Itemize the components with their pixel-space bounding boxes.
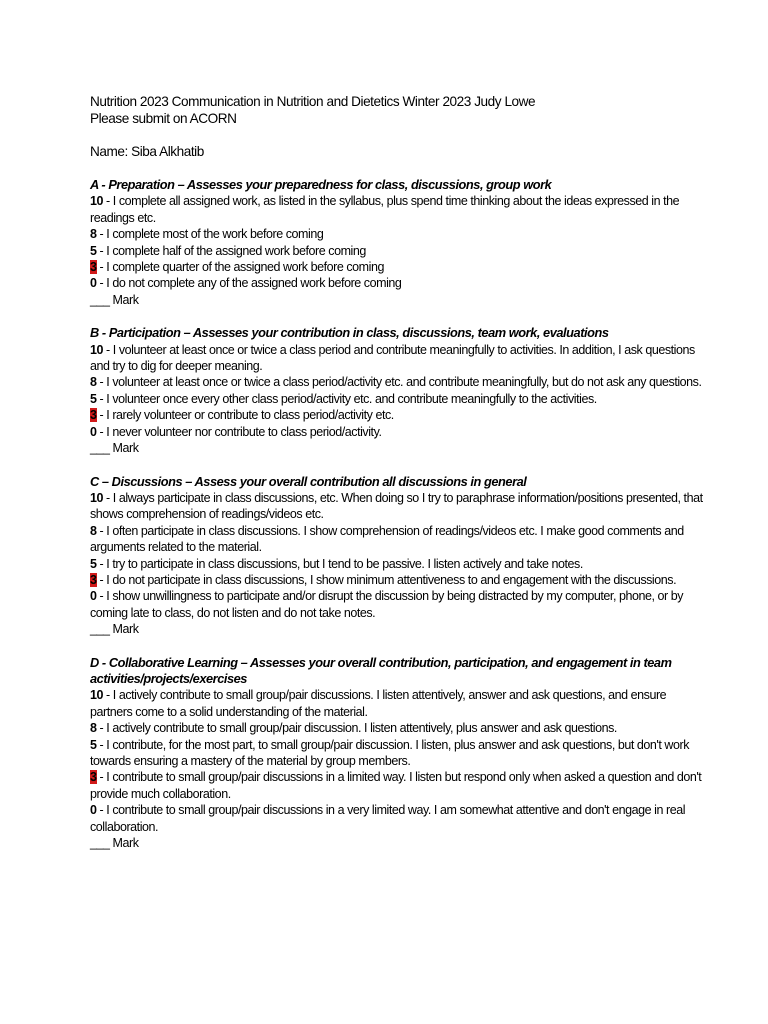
item-description: - I complete quarter of the assigned work before coming	[96, 260, 384, 275]
item-description: - I do not complete any of the assigned work before coming	[96, 276, 402, 291]
section-title: B - Participation – Assesses your contribution in class, discussions, team work, evaluations	[90, 325, 609, 341]
score-value: 5	[90, 737, 97, 752]
mark-blank[interactable]: ___ Mark	[90, 441, 139, 456]
score-value: 5	[90, 556, 97, 571]
score-value: 0	[90, 803, 97, 818]
score-value: 0	[90, 276, 97, 291]
course-title: Nutrition 2023 Communication in Nutrition and Dietetics Winter 2023 Judy Lowe	[90, 94, 536, 109]
score-value: 8	[90, 721, 97, 736]
item-description: - I actively contribute to small group/pair discussions. I listen attentively, answer and ask questions, and ensure partners come to a solid understanding of the material.	[90, 688, 667, 719]
item-description: - I contribute to small group/pair discussions in a limited way. I listen but respond only when asked a question and don't provide much collaboration.	[90, 770, 702, 801]
mark-blank[interactable]: ___ Mark	[90, 836, 139, 851]
score-value: 5	[90, 243, 97, 258]
item-description: - I complete all assigned work, as listed in the syllabus, plus spend time thinking about the ideas expressed in the readings etc.	[90, 194, 680, 225]
item-description: - I contribute, for the most part, to small group/pair discussion. I listen, plus answer and ask questions, but don't work towards ensuring a mastery of the material by group members.	[90, 737, 690, 768]
item-description: - I actively contribute to small group/pair discussion. I listen attentively, plus answer and ask questions.	[96, 721, 617, 736]
student-name: Name: Siba Alkhatib	[90, 144, 204, 159]
rubric-sections	[90, 177, 708, 851]
score-value: 8	[90, 375, 97, 390]
item-description: - I volunteer at least once or twice a class period/activity etc. and contribute meaningfully, but do not ask any questions.	[96, 375, 702, 390]
highlighted-score: 3	[90, 770, 97, 785]
rubric-item	[90, 391, 708, 407]
score-value: 10	[90, 342, 104, 357]
item-description: - I volunteer once every other class period/activity etc. and contribute meaningfully to the activities.	[96, 391, 597, 406]
rubric-item	[90, 687, 708, 720]
highlighted-score: 3	[90, 572, 97, 587]
score-value: 8	[90, 523, 97, 538]
course-header	[90, 93, 708, 127]
rubric-item	[90, 523, 708, 556]
item-description: - I contribute to small group/pair discussions in a very limited way. I am somewhat attentive and don't engage in real collaboration.	[90, 803, 686, 834]
rubric-item	[90, 374, 708, 390]
section-title: D - Collaborative Learning – Assesses your overall contribution, participation, and engagement in team activities/projects/exercises	[90, 654, 672, 686]
score-value: 5	[90, 391, 97, 406]
item-description: - I rarely volunteer or contribute to class period/activity etc.	[96, 408, 394, 423]
highlighted-score: 3	[90, 408, 97, 423]
score-value: 10	[90, 688, 104, 703]
rubric-item	[90, 588, 708, 621]
rubric-item	[90, 737, 708, 770]
score-value: 0	[90, 589, 97, 604]
spacer	[90, 127, 708, 143]
submission-note: Please submit on ACORN	[90, 111, 237, 126]
rubric-item	[90, 424, 708, 440]
rubric-item	[90, 259, 708, 275]
rubric-item	[90, 193, 708, 226]
item-description: - I do not participate in class discussions, I show minimum attentiveness to and engagement with the discussions.	[96, 572, 677, 587]
rubric-section	[90, 177, 708, 308]
rubric-item	[90, 802, 708, 835]
rubric-item	[90, 407, 708, 423]
mark-blank[interactable]: ___ Mark	[90, 292, 139, 307]
rubric-item	[90, 226, 708, 242]
rubric-item	[90, 342, 708, 375]
rubric-item	[90, 490, 708, 523]
section-title: A - Preparation – Assesses your preparedness for class, discussions, group work	[90, 177, 552, 192]
rubric-item	[90, 720, 708, 736]
score-value: 8	[90, 227, 97, 242]
item-description: - I try to participate in class discussions, but I tend to be passive. I listen actively and take notes.	[96, 556, 583, 571]
score-value: 0	[90, 424, 97, 439]
item-description: - I never volunteer nor contribute to class period/activity.	[96, 424, 382, 439]
rubric-item	[90, 572, 708, 588]
highlighted-score: 3	[90, 260, 97, 275]
score-value: 10	[90, 490, 104, 505]
rubric-section	[90, 655, 708, 852]
item-description: - I always participate in class discussions, etc. When doing so I try to paraphrase information/positions presented, that shows comprehension of readings/videos etc.	[90, 490, 703, 522]
section-title: C – Discussions – Assess your overall contribution all discussions in general	[90, 473, 527, 489]
item-description: - I volunteer at least once or twice a class period and contribute meaningfully to activities. In addition, I ask questions and try to dig for deeper meaning.	[90, 342, 695, 374]
rubric-item	[90, 556, 708, 572]
rubric-section	[90, 474, 708, 638]
item-description: - I often participate in class discussions. I show comprehension of readings/videos etc. I make good comments and arguments related to the material.	[90, 523, 684, 555]
rubric-item	[90, 769, 708, 802]
rubric-section	[90, 325, 708, 456]
score-value: 10	[90, 194, 104, 209]
mark-blank[interactable]: ___ Mark	[90, 622, 139, 637]
rubric-item	[90, 275, 708, 291]
rubric-item	[90, 243, 708, 259]
item-description: - I show unwillingness to participate and/or disrupt the discussion by being distracted by my computer, phone, or by coming late to class, do not listen and do not take notes.	[90, 589, 684, 620]
item-description: - I complete half of the assigned work before coming	[96, 243, 366, 258]
item-description: - I complete most of the work before coming	[96, 227, 324, 242]
